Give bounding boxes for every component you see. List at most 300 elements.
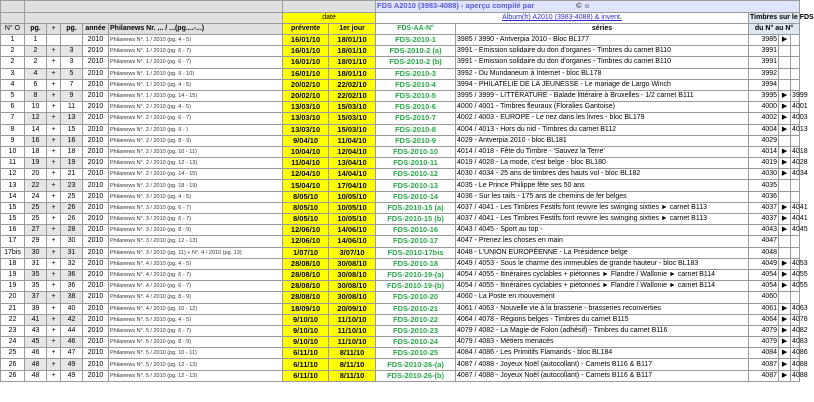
prevente-date: 6/11/10 bbox=[283, 370, 329, 381]
page-start: 12 bbox=[25, 113, 47, 124]
prevente-date: 18/09/10 bbox=[283, 303, 329, 314]
page-plus: + bbox=[47, 146, 61, 157]
first-day-date: 11/10/10 bbox=[329, 314, 376, 325]
series-title: 4061 / 4063 - Nouvelle vie à la brasserie - brasseries reconverties bbox=[456, 303, 749, 314]
year: 2010 bbox=[83, 269, 109, 280]
row-number: 21 bbox=[1, 303, 25, 314]
range-arrow: ▶ bbox=[779, 337, 791, 348]
page-plus: + bbox=[47, 292, 61, 303]
stamp-to bbox=[791, 135, 800, 146]
series-title: 4079 / 4083 - Métiers menacés bbox=[456, 337, 749, 348]
fds-code: FDS-2010-22 bbox=[376, 314, 456, 325]
series-title: 4030 / 4034 - 25 ans de timbres des hauts vol - bloc BL182 bbox=[456, 169, 749, 180]
first-day-date: 30/08/10 bbox=[329, 258, 376, 269]
stamp-from: 4004 bbox=[749, 124, 779, 135]
year: 2010 bbox=[83, 124, 109, 135]
stamp-to: 4082 bbox=[791, 325, 800, 336]
table-row bbox=[1, 292, 800, 303]
first-day-date: 11/04/10 bbox=[329, 135, 376, 146]
series-title: 4084 / 4086 - Les Primitifs Flamands - bloc BL184 bbox=[456, 348, 749, 359]
range-arrow bbox=[779, 68, 791, 79]
year: 2010 bbox=[83, 202, 109, 213]
philanews-ref: Philanews N°. 3 / 2010 (pg. 6 - 7) bbox=[109, 202, 283, 213]
stamp-to: 4003 bbox=[791, 113, 800, 124]
philanews-ref: Philanews N°. 5 / 2010 (pg. 8 - 9) bbox=[109, 337, 283, 348]
fds-code: FDS-2010-24 bbox=[376, 337, 456, 348]
page-start: 6 bbox=[25, 79, 47, 90]
philanews-ref: Philanews N°. 1 / 2010 (pg. 14 - 15) bbox=[109, 90, 283, 101]
stamp-to: 4086 bbox=[791, 348, 800, 359]
stamp-from: 4087 bbox=[749, 370, 779, 381]
philanews-ref: Philanews N°. 3 / 2010 (pg. 12 - 13) bbox=[109, 236, 283, 247]
page-plus: + bbox=[47, 135, 61, 146]
series-title: 4079 / 4082 - La Magie de Folon (adhésif) - Timbres du carnet B116 bbox=[456, 325, 749, 336]
page-plus: + bbox=[47, 57, 61, 68]
fds-code: FDS-2010-4 bbox=[376, 79, 456, 90]
blank-date-top bbox=[283, 1, 376, 13]
philanews-ref: Philanews N°. 1 / 2010 (pg. 6 - 7) bbox=[109, 57, 283, 68]
stamp-to: 4055 bbox=[791, 269, 800, 280]
row-number: 18 bbox=[1, 258, 25, 269]
page-start: 43 bbox=[25, 325, 47, 336]
row-number: 17 bbox=[1, 236, 25, 247]
row-number: 22 bbox=[1, 314, 25, 325]
page-plus: + bbox=[47, 180, 61, 191]
first-day-date: 10/05/10 bbox=[329, 191, 376, 202]
table-row bbox=[1, 68, 800, 79]
year: 2010 bbox=[83, 303, 109, 314]
page-end: 40 bbox=[61, 303, 83, 314]
page-plus: + bbox=[47, 68, 61, 79]
prevente-date: 8/05/10 bbox=[283, 202, 329, 213]
prevente-date: 20/02/10 bbox=[283, 90, 329, 101]
stamp-to: 4078 bbox=[791, 314, 800, 325]
row-number: 11 bbox=[1, 158, 25, 169]
stamp-to bbox=[791, 35, 800, 46]
year: 2010 bbox=[83, 281, 109, 292]
fds-code: FDS-2010-21 bbox=[376, 303, 456, 314]
page-end: 31 bbox=[61, 247, 83, 258]
page-end: 11 bbox=[61, 102, 83, 113]
year: 2010 bbox=[83, 370, 109, 381]
column-header-row bbox=[1, 24, 800, 35]
prevente-date: 16/01/10 bbox=[283, 35, 329, 46]
range-arrow: ▶ bbox=[779, 370, 791, 381]
stamp-from: 4019 bbox=[749, 158, 779, 169]
page-end: 30 bbox=[61, 236, 83, 247]
range-arrow: ▶ bbox=[779, 314, 791, 325]
year: 2010 bbox=[83, 169, 109, 180]
stamp-from: 4054 bbox=[749, 281, 779, 292]
philanews-ref: Philanews N°. 1 / 2010 (pg. 9 - 10) bbox=[109, 68, 283, 79]
series-title: 4000 / 4001 - Timbres fleuraux (Floralies Gantoise) bbox=[456, 102, 749, 113]
series-title: 4036 - Sur les rails - 175 ans de chemins de fer belges bbox=[456, 191, 749, 202]
page-end: 26 bbox=[61, 214, 83, 225]
year: 2010 bbox=[83, 57, 109, 68]
philanews-ref: Philanews N°. 5 / 2010 (pg. 12 - 13) bbox=[109, 370, 283, 381]
range-arrow: ▶ bbox=[779, 325, 791, 336]
row-number: 25 bbox=[1, 348, 25, 359]
series-title: 4004 / 4013 - Hors du nid - Timbres du carnet B112 bbox=[456, 124, 749, 135]
table-row bbox=[1, 214, 800, 225]
year: 2010 bbox=[83, 337, 109, 348]
prevente-date: 13/03/10 bbox=[283, 124, 329, 135]
series-title: 3991 - Emission solidaire du don d'organes - Timbres du carnet B110 bbox=[456, 57, 749, 68]
page-end: 7 bbox=[61, 79, 83, 90]
year: 2010 bbox=[83, 113, 109, 124]
stamp-from: 4037 bbox=[749, 214, 779, 225]
stamp-from: 3995 bbox=[749, 90, 779, 101]
stamp-to: 4088 bbox=[791, 370, 800, 381]
series-title: 4014 / 4018 - Fête du Timbre - 'Sauvez la Terre' bbox=[456, 146, 749, 157]
page-plus: + bbox=[47, 337, 61, 348]
page-end: 19 bbox=[61, 158, 83, 169]
series-title: 4002 / 4003 - EUROPE - Le nez dans les livres - bloc BL179 bbox=[456, 113, 749, 124]
col-prevente: prévente bbox=[283, 24, 329, 35]
range-arrow: ▶ bbox=[779, 359, 791, 370]
prevente-date: 28/08/10 bbox=[283, 281, 329, 292]
page-plus: + bbox=[47, 359, 61, 370]
prevente-date: 15/04/10 bbox=[283, 180, 329, 191]
prevente-date: 9/10/10 bbox=[283, 325, 329, 336]
philanews-ref: Philanews N°. 3 / 2010 (pg. 4 - 5) bbox=[109, 191, 283, 202]
stamp-from: 4087 bbox=[749, 359, 779, 370]
range-arrow bbox=[779, 79, 791, 90]
fds-code: FDS-2010-3 bbox=[376, 68, 456, 79]
rows-body bbox=[1, 35, 808, 382]
range-arrow bbox=[779, 180, 791, 191]
page-plus: + bbox=[47, 370, 61, 381]
year: 2010 bbox=[83, 102, 109, 113]
stamp-to bbox=[791, 292, 800, 303]
year: 2010 bbox=[83, 325, 109, 336]
table-row bbox=[1, 102, 800, 113]
first-day-date: 18/01/10 bbox=[329, 35, 376, 46]
page-start: 2 bbox=[25, 46, 47, 57]
page-end: 28 bbox=[61, 225, 83, 236]
table-row bbox=[1, 258, 800, 269]
range-arrow: ▶ bbox=[779, 158, 791, 169]
range-arrow: ▶ bbox=[779, 202, 791, 213]
table-row bbox=[1, 113, 800, 124]
stamp-from: 4037 bbox=[749, 202, 779, 213]
table-row bbox=[1, 57, 800, 68]
philanews-ref: Philanews N°. 2 / 2010 (pg. 12 - 13) bbox=[109, 158, 283, 169]
stamp-to bbox=[791, 247, 800, 258]
prevente-date: 9/04/10 bbox=[283, 135, 329, 146]
row-number: 26 bbox=[1, 370, 25, 381]
page-start: 29 bbox=[25, 236, 47, 247]
series-title: 3995 / 3999 - LITTÉRATURE - Balade littéraire à Bruxelles - 1/2 carnet B111 bbox=[456, 90, 749, 101]
page-plus: + bbox=[47, 247, 61, 258]
page-start: 16 bbox=[25, 135, 47, 146]
page-plus: + bbox=[47, 348, 61, 359]
range-arrow: ▶ bbox=[779, 90, 791, 101]
stamp-to bbox=[791, 57, 800, 68]
prevente-date: 12/06/10 bbox=[283, 236, 329, 247]
series-title: 4029 - Antverpia 2010 - bloc BL181 bbox=[456, 135, 749, 146]
header-row-2 bbox=[1, 13, 800, 24]
fds-code: FDS-2010-17 bbox=[376, 236, 456, 247]
table-row bbox=[1, 359, 800, 370]
prevente-date: 20/02/10 bbox=[283, 79, 329, 90]
stamp-from: 3985 bbox=[749, 35, 779, 46]
series-title: 4035 - Le Prince Philippe fête ses 50 ans bbox=[456, 180, 749, 191]
first-day-date: 14/06/10 bbox=[329, 236, 376, 247]
page-end: 18 bbox=[61, 146, 83, 157]
page-end: 21 bbox=[61, 169, 83, 180]
page-start: 14 bbox=[25, 124, 47, 135]
philanews-ref: Philanews N°. 1 / 2010 (pg. 4 - 5) bbox=[109, 35, 283, 46]
row-number: 26 bbox=[1, 359, 25, 370]
row-number: 8 bbox=[1, 124, 25, 135]
table-row bbox=[1, 325, 800, 336]
range-arrow bbox=[779, 57, 791, 68]
philanews-ref: Philanews N°. 4 / 2010 (pg. 6 - 7) bbox=[109, 269, 283, 280]
range-arrow: ▶ bbox=[779, 348, 791, 359]
page-end bbox=[61, 35, 83, 46]
row-number: 12 bbox=[1, 169, 25, 180]
sheet-title-text: FDS A2010 (3983-4088) - aperçu compilé par bbox=[377, 1, 535, 10]
fds-code: FDS-2010-25 bbox=[376, 348, 456, 359]
fds-code: FDS-2010-14 bbox=[376, 191, 456, 202]
philanews-ref: Philanews N°. 2 / 2010 (pg. 4 - 5) bbox=[109, 102, 283, 113]
table-row bbox=[1, 281, 800, 292]
range-arrow bbox=[779, 236, 791, 247]
row-number: 5 bbox=[1, 90, 25, 101]
year: 2010 bbox=[83, 191, 109, 202]
page-end: 15 bbox=[61, 124, 83, 135]
range-arrow: ▶ bbox=[779, 169, 791, 180]
row-number: 4 bbox=[1, 79, 25, 90]
philanews-ref: Philanews N°. 5 / 2010 (pg. 10 - 11) bbox=[109, 348, 283, 359]
fds-code: FDS-2010-19-(b) bbox=[376, 281, 456, 292]
fds-code: FDS-2010-2 (a) bbox=[376, 46, 456, 57]
page-plus: + bbox=[47, 225, 61, 236]
prevente-date: 13/03/10 bbox=[283, 113, 329, 124]
row-number: 23 bbox=[1, 325, 25, 336]
page-start: 2 bbox=[25, 57, 47, 68]
page-end: 36 bbox=[61, 269, 83, 280]
philanews-ref: Philanews N°. 3 / 2010 (pg. 6 - 7) bbox=[109, 214, 283, 225]
first-day-date: 30/08/10 bbox=[329, 292, 376, 303]
stamp-to: 4088 bbox=[791, 359, 800, 370]
col-plus: + bbox=[47, 24, 61, 35]
row-number: 2 bbox=[1, 46, 25, 57]
fds-code: FDS-2010-16 bbox=[376, 225, 456, 236]
philanews-ref: Philanews N°. 1 / 2010 (pg. 4 - 5) bbox=[109, 79, 283, 90]
page-start: 1 bbox=[25, 35, 47, 46]
year: 2010 bbox=[83, 180, 109, 191]
prevente-date: 11/04/10 bbox=[283, 158, 329, 169]
year: 2010 bbox=[83, 146, 109, 157]
stamp-from: 4048 bbox=[749, 247, 779, 258]
stamp-from: 4029 bbox=[749, 135, 779, 146]
first-day-date: 30/08/10 bbox=[329, 269, 376, 280]
range-arrow: ▶ bbox=[779, 35, 791, 46]
fds-code: FDS-2010-13 bbox=[376, 180, 456, 191]
philanews-ref: Philanews N°. 2 / 2010 (pg. 18 - 19) bbox=[109, 180, 283, 191]
table-row bbox=[1, 135, 800, 146]
stamp-to: 3999 bbox=[791, 90, 800, 101]
fds-code: FDS-2010-1 bbox=[376, 35, 456, 46]
album-link[interactable]: Album(fr) A2010 (3983-4088) & invent. bbox=[502, 14, 622, 21]
page-start: 20 bbox=[25, 169, 47, 180]
range-arrow: ▶ bbox=[779, 146, 791, 157]
table-row bbox=[1, 236, 800, 247]
year: 2010 bbox=[83, 225, 109, 236]
first-day-date: 18/01/10 bbox=[329, 46, 376, 57]
year: 2010 bbox=[83, 79, 109, 90]
col-series: séries bbox=[456, 24, 749, 35]
prevente-date: 8/05/10 bbox=[283, 191, 329, 202]
table-row bbox=[1, 191, 800, 202]
table-row bbox=[1, 169, 800, 180]
prevente-date: 28/08/10 bbox=[283, 258, 329, 269]
sheet-title bbox=[376, 1, 800, 13]
page-start: 41 bbox=[25, 314, 47, 325]
prevente-date: 8/05/10 bbox=[283, 214, 329, 225]
first-day-date: 11/10/10 bbox=[329, 325, 376, 336]
page-plus: + bbox=[47, 281, 61, 292]
col-premier-jour: 1er jour bbox=[329, 24, 376, 35]
stamp-from: 3991 bbox=[749, 46, 779, 57]
row-number: 9 bbox=[1, 135, 25, 146]
page-start: 19 bbox=[25, 158, 47, 169]
stamp-from: 4079 bbox=[749, 337, 779, 348]
stamp-to: 4063 bbox=[791, 303, 800, 314]
table-row bbox=[1, 337, 800, 348]
fds-code: FDS-2010-2 (b) bbox=[376, 57, 456, 68]
row-number: 2 bbox=[1, 57, 25, 68]
page-plus: + bbox=[47, 269, 61, 280]
page-plus: + bbox=[47, 102, 61, 113]
table-row bbox=[1, 146, 800, 157]
philanews-ref: Philanews N°. 5 / 2010 (pg. 12 - 13) bbox=[109, 359, 283, 370]
stamp-from: 4079 bbox=[749, 325, 779, 336]
first-day-date: 17/04/10 bbox=[329, 180, 376, 191]
first-day-date: 10/05/10 bbox=[329, 214, 376, 225]
page-start: 25 bbox=[25, 214, 47, 225]
row-number: 15 bbox=[1, 214, 25, 225]
page-start: 48 bbox=[25, 370, 47, 381]
series-title: 4060 - La Poste en mouvement bbox=[456, 292, 749, 303]
range-arrow bbox=[779, 135, 791, 146]
stamp-from: 4035 bbox=[749, 180, 779, 191]
year: 2010 bbox=[83, 314, 109, 325]
page-start: 37 bbox=[25, 292, 47, 303]
series-title: 4054 / 4055 - Itinéraires cyclables + piétonnes ► Flandre / Wallonie ► carnet B114 bbox=[456, 281, 749, 292]
stamp-from: 4064 bbox=[749, 314, 779, 325]
stamp-from: 4047 bbox=[749, 236, 779, 247]
table-row bbox=[1, 348, 800, 359]
page-start: 25 bbox=[25, 202, 47, 213]
table-row bbox=[1, 225, 800, 236]
philanews-ref: Philanews N°. 4 / 2010 (pg. 10 - 12) bbox=[109, 303, 283, 314]
fds-code: FDS-2010-17bis bbox=[376, 247, 456, 258]
table-row bbox=[1, 202, 800, 213]
stamp-to: 4001 bbox=[791, 102, 800, 113]
stamp-to: 4041 bbox=[791, 214, 800, 225]
page-plus bbox=[47, 35, 61, 46]
fds-code: FDS-2010-7 bbox=[376, 113, 456, 124]
first-day-date: 8/11/10 bbox=[329, 359, 376, 370]
stamp-to: 4034 bbox=[791, 169, 800, 180]
row-number: 14 bbox=[1, 191, 25, 202]
fds-code: FDS-2010-18 bbox=[376, 258, 456, 269]
range-arrow bbox=[779, 292, 791, 303]
stamp-from: 4060 bbox=[749, 292, 779, 303]
page-plus: + bbox=[47, 191, 61, 202]
range-arrow: ▶ bbox=[779, 303, 791, 314]
page-end: 16 bbox=[61, 135, 83, 146]
page-end: 3 bbox=[61, 46, 83, 57]
page-plus: + bbox=[47, 90, 61, 101]
page-end: 46 bbox=[61, 337, 83, 348]
year: 2010 bbox=[83, 158, 109, 169]
stamp-to: 4013 bbox=[791, 124, 800, 135]
stamp-to: 4045 bbox=[791, 225, 800, 236]
page-start: 8 bbox=[25, 90, 47, 101]
page-plus: + bbox=[47, 236, 61, 247]
row-number: 17bis bbox=[1, 247, 25, 258]
series-title: 4048 - L'UNION EUROPÉENNE - La Présidence belge bbox=[456, 247, 749, 258]
fds-code: FDS-2010-10 bbox=[376, 146, 456, 157]
col-pg1: pg. bbox=[25, 24, 47, 35]
page-start: 24 bbox=[25, 191, 47, 202]
page-end: 38 bbox=[61, 292, 83, 303]
table-row bbox=[1, 46, 800, 57]
prevente-date: 28/08/10 bbox=[283, 269, 329, 280]
stamp-from: 4002 bbox=[749, 113, 779, 124]
page-end: 3 bbox=[61, 57, 83, 68]
stamp-from: 4030 bbox=[749, 169, 779, 180]
page-plus: + bbox=[47, 202, 61, 213]
philanews-ref: Philanews N°. 5 / 2010 (pg. 4 - 5) bbox=[109, 314, 283, 325]
range-arrow: ▶ bbox=[779, 124, 791, 135]
first-day-date: 18/01/10 bbox=[329, 68, 376, 79]
page-plus: + bbox=[47, 113, 61, 124]
fds-code: FDS-2010-9 bbox=[376, 135, 456, 146]
blank-cell-2 bbox=[25, 13, 283, 24]
philanews-ref: Philanews N°. 5 / 2010 (pg. 6 - 7) bbox=[109, 325, 283, 336]
stamp-to bbox=[791, 236, 800, 247]
series-title: 3991 - Emission solidaire du don d'organes - Timbres du carnet B110 bbox=[456, 46, 749, 57]
fds-code: FDS-2010-23 bbox=[376, 325, 456, 336]
page-end: 42 bbox=[61, 314, 83, 325]
table-row bbox=[1, 124, 800, 135]
prevente-date: 6/11/10 bbox=[283, 359, 329, 370]
row-number: 20 bbox=[1, 292, 25, 303]
stamp-to bbox=[791, 180, 800, 191]
page-end: 49 bbox=[61, 370, 83, 381]
stamp-to bbox=[791, 191, 800, 202]
col-code: FDS-AA-N° bbox=[376, 24, 456, 35]
fds-code: FDS-2010-15 (a) bbox=[376, 202, 456, 213]
page-end: 23 bbox=[61, 180, 83, 191]
page-start: 4 bbox=[25, 68, 47, 79]
range-arrow bbox=[779, 191, 791, 202]
page-plus: + bbox=[47, 124, 61, 135]
blank-header bbox=[25, 1, 283, 13]
row-number: 7 bbox=[1, 113, 25, 124]
table-row bbox=[1, 158, 800, 169]
table-row bbox=[1, 79, 800, 90]
prevente-date: 1/07/10 bbox=[283, 247, 329, 258]
album-link-cell[interactable] bbox=[376, 13, 749, 24]
year: 2010 bbox=[83, 35, 109, 46]
col-annee: année bbox=[83, 24, 109, 35]
